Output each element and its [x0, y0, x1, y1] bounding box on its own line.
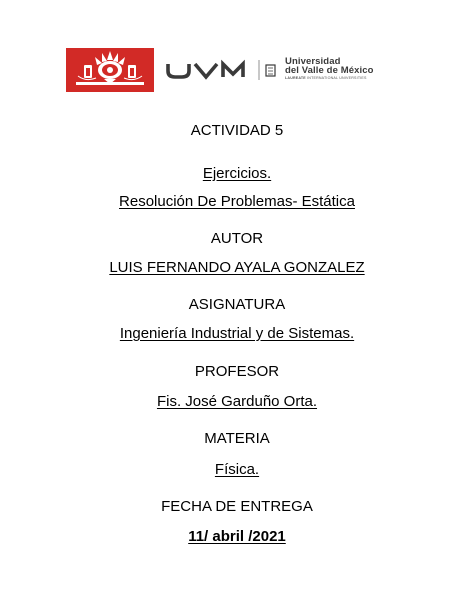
author-name: LUIS FERNANDO AYALA GONZALEZ: [109, 259, 365, 276]
subject-subtitle: Resolución De Problemas- Estática: [119, 193, 355, 210]
author-label: AUTOR: [210, 230, 264, 247]
matter-label: MATERIA: [204, 430, 270, 447]
uvm-university-name: [285, 57, 374, 75]
teacher-label: PROFESOR: [194, 363, 280, 380]
emblem-icon: [66, 48, 154, 92]
matter-name: Física.: [214, 461, 260, 478]
teacher-name: Fis. José Garduño Orta.: [156, 393, 318, 410]
uvm-tagline-bold: LAUREATE: [285, 76, 306, 80]
uvm-tagline-text: INTERNATIONAL UNIVERSITIES: [307, 76, 367, 80]
uvm-name-line2: del Valle de México: [285, 65, 374, 76]
course-name: Ingeniería Industrial y de Sistemas.: [119, 325, 355, 342]
uvm-wordmark-icon: [166, 56, 276, 84]
uvm-logo: [166, 56, 402, 84]
course-label: ASIGNATURA: [188, 296, 286, 313]
uvm-name-line1: Universidad: [285, 56, 341, 67]
date-value: 11/ abril /2021: [188, 528, 286, 545]
faculty-emblem-logo: [66, 48, 154, 92]
activity-title: ACTIVIDAD 5: [190, 122, 284, 139]
date-label: FECHA DE ENTREGA: [161, 498, 313, 515]
subject-title: Ejercicios.: [202, 165, 272, 182]
uvm-tagline: [285, 76, 367, 80]
